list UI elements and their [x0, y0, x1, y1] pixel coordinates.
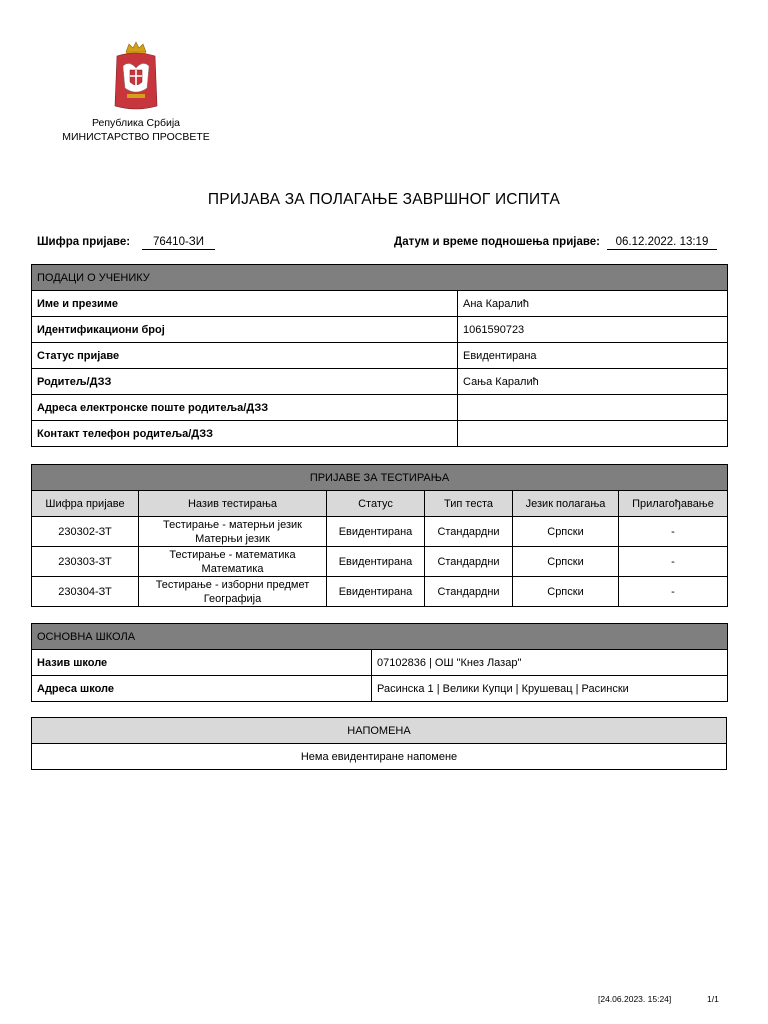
table-row — [32, 744, 727, 770]
test-adaptation: - — [619, 547, 728, 577]
footer-print-date: [24.06.2023. 15:24] — [598, 994, 672, 1004]
table-row — [32, 577, 728, 607]
footer-page-number: 1/1 — [707, 994, 719, 1004]
student-id-value: 1061590723 — [458, 317, 728, 343]
application-code-value: 76410-ЗИ — [142, 236, 215, 250]
issuer-block — [40, 116, 232, 144]
submitted-value: 06.12.2022. 13:19 — [607, 236, 717, 250]
col-header-status: Статус — [327, 491, 425, 517]
test-name — [139, 517, 327, 547]
note-section-heading: НАПОМЕНА — [32, 718, 727, 744]
table-row — [32, 547, 728, 577]
tests-section-heading: ПРИЈАВЕ ЗА ТЕСТИРАЊА — [32, 465, 728, 491]
test-name-line1: Тестирање - изборни предмет — [155, 578, 310, 591]
col-header-code: Шифра пријаве — [32, 491, 139, 517]
note-table — [31, 717, 727, 770]
table-row — [32, 369, 728, 395]
test-status: Евидентирана — [327, 517, 425, 547]
tests-header-row — [32, 491, 728, 517]
test-name-line2: Матерњи језик — [195, 532, 270, 545]
tests-table — [31, 464, 728, 607]
note-text: Нема евидентиране напомене — [32, 744, 727, 770]
test-name — [139, 547, 327, 577]
test-name — [139, 577, 327, 607]
col-header-adaptation: Прилагођавање — [619, 491, 728, 517]
student-table — [31, 264, 728, 447]
application-status-value: Евидентирана — [458, 343, 728, 369]
test-code: 230303-ЗТ — [32, 547, 139, 577]
test-code: 230304-ЗТ — [32, 577, 139, 607]
coat-of-arms-icon — [113, 40, 159, 112]
table-row — [32, 291, 728, 317]
test-type: Стандардни — [425, 577, 513, 607]
document-title: ПРИЈАВА ЗА ПОЛАГАЊЕ ЗАВРШНОГ ИСПИТА — [207, 191, 561, 208]
test-name-line2: Математика — [201, 562, 264, 575]
student-section-heading: ПОДАЦИ О УЧЕНИКУ — [32, 265, 728, 291]
issuer-country: Република Србија — [91, 117, 181, 129]
application-code-label: Шифра пријаве: — [37, 236, 131, 248]
table-row — [32, 343, 728, 369]
parent-label: Родитељ/ДЗЗ — [32, 369, 458, 395]
parent-phone-label: Контакт телефон родитеља/ДЗЗ — [32, 421, 458, 447]
student-id-label: Идентификациони број — [32, 317, 458, 343]
test-adaptation: - — [619, 517, 728, 547]
table-row — [32, 395, 728, 421]
test-status: Евидентирана — [327, 547, 425, 577]
school-table — [31, 623, 728, 702]
test-type: Стандардни — [425, 547, 513, 577]
test-name-line1: Тестирање - математика — [169, 548, 296, 561]
student-name-value: Ана Каралић — [458, 291, 728, 317]
application-status-label: Статус пријаве — [32, 343, 458, 369]
table-row — [32, 317, 728, 343]
test-name-line1: Тестирање - матерњи језик — [162, 518, 302, 531]
table-row — [32, 421, 728, 447]
issuer-ministry: МИНИСТАРСТВО ПРОСВЕТЕ — [62, 131, 210, 143]
test-adaptation: - — [619, 577, 728, 607]
test-language: Српски — [513, 517, 619, 547]
school-address-label: Адреса школе — [32, 676, 372, 702]
table-row — [32, 517, 728, 547]
school-name-label: Назив школе — [32, 650, 372, 676]
test-language: Српски — [513, 547, 619, 577]
school-address-value: Расинска 1 | Велики Купци | Крушевац | Расински — [372, 676, 728, 702]
col-header-language: Језик полагања — [513, 491, 619, 517]
test-status: Евидентирана — [327, 577, 425, 607]
test-code: 230302-ЗТ — [32, 517, 139, 547]
parent-phone-value — [458, 421, 728, 447]
school-section-heading: ОСНОВНА ШКОЛА — [32, 624, 728, 650]
test-type: Стандардни — [425, 517, 513, 547]
test-language: Српски — [513, 577, 619, 607]
student-name-label: Име и презиме — [32, 291, 458, 317]
test-name-line2: Географија — [203, 592, 262, 605]
table-row — [32, 650, 728, 676]
col-header-name: Назив тестирања — [139, 491, 327, 517]
school-name-value: 07102836 | ОШ "Кнез Лазар" — [372, 650, 728, 676]
parent-value: Сања Каралић — [458, 369, 728, 395]
table-row — [32, 676, 728, 702]
submitted-label: Датум и време подношења пријаве: — [394, 236, 601, 248]
parent-email-value — [458, 395, 728, 421]
col-header-type: Тип теста — [425, 491, 513, 517]
parent-email-label: Адреса електронске поште родитеља/ДЗЗ — [32, 395, 458, 421]
